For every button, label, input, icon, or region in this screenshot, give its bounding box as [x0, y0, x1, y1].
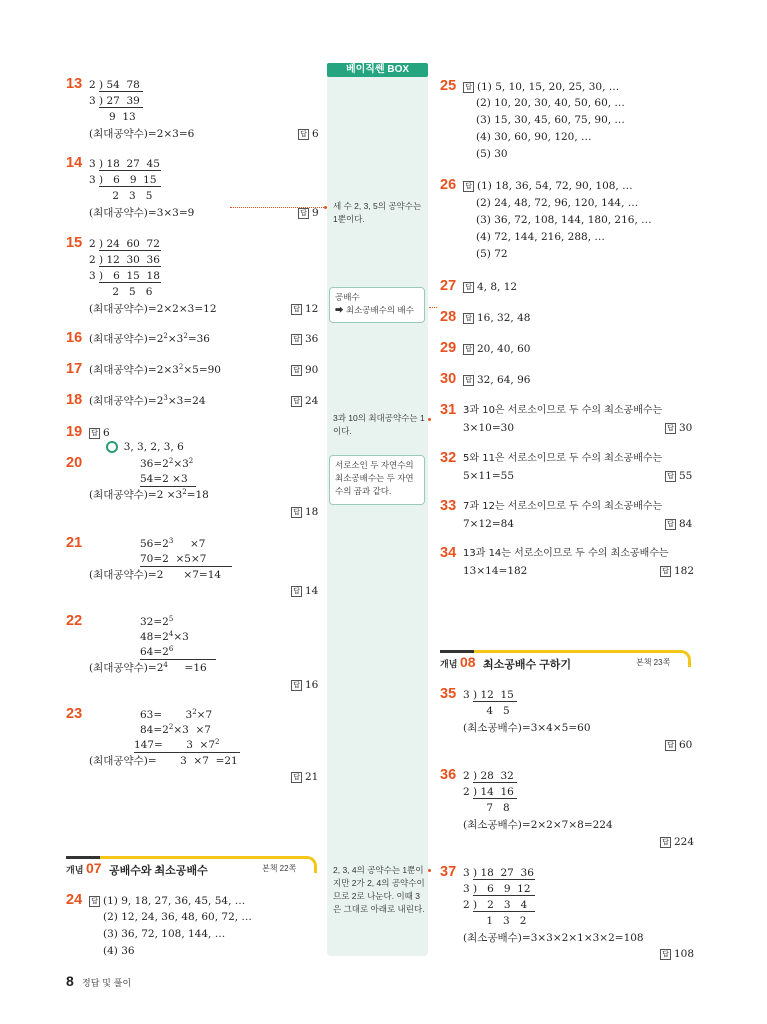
p25-line1: 답 (1) 5, 10, 15, 20, 25, 30, … [463, 80, 619, 94]
p14-result: (최대공약수)=3×3=9 [89, 207, 195, 219]
problem-30-number: 30 [440, 371, 457, 387]
p25-line3: (3) 15, 30, 45, 60, 75, 90, … [476, 114, 625, 126]
p18-result: (최대공약수)$=2^3\times 3=24$ [89, 394, 206, 407]
answer-badge-icon: 답 [665, 471, 676, 482]
problem-16-number: 16 [66, 330, 83, 346]
p15-line3: 3 ) 6 15 18 [89, 270, 160, 282]
p33-text: 7과 12는 서로소이므로 두 수의 최소공배수는 [463, 501, 663, 512]
p15-answer: 답 12 [291, 302, 318, 316]
p24-line3: (3) 36, 72, 108, 144, … [103, 928, 226, 940]
p22-line3: $64=2^6$ [140, 645, 216, 660]
p26-line3: (3) 36, 72, 108, 144, 180, 216, … [476, 214, 652, 226]
p23-line3: 147= $3 \times 7^2$ [134, 738, 240, 753]
p27-answer: 답 4, 8, 12 [463, 280, 517, 294]
problem-21-number: 21 [66, 535, 83, 551]
problem-13-number: 13 [66, 76, 83, 92]
section-07-ref: 본책 22쪽 [262, 864, 297, 873]
p37-answer: 답 108 [660, 947, 694, 961]
p33-calc: 7×12=84 [463, 518, 514, 530]
p37-rule3 [473, 911, 535, 912]
note-1: 세 수 2, 3, 5의 공약수는 1뿐이다. [333, 201, 422, 224]
p20-answer: 답 18 [291, 505, 318, 519]
p22-line2: $48=2^4\times 3$ [140, 630, 189, 643]
p18-answer: 답 24 [291, 394, 318, 408]
section-07-title: 공배수와 최소공배수 [109, 865, 208, 877]
answer-badge-icon: 답 [291, 507, 302, 518]
p23-line2: $84=2^2\times 3 \times 7$ [140, 723, 211, 736]
p35-line2: 4 5 [463, 705, 510, 717]
p37-line4: 1 3 2 [463, 915, 527, 927]
p34-calc: 13×14=182 [463, 565, 528, 577]
p15-line1: 2 ) 24 60 72 [89, 238, 160, 250]
p14-rule1 [99, 170, 161, 171]
section-08-bar [440, 650, 474, 653]
p37-line2: 3 ) 6 9 12 [463, 883, 531, 895]
answer-badge-icon: 답 [298, 129, 309, 140]
section-08-ybar [474, 650, 679, 653]
answer-badge-icon: 답 [660, 837, 671, 848]
p28-answer: 답 16, 32, 48 [463, 311, 530, 325]
p35-rule1 [473, 701, 517, 702]
p34-text: 13과 14는 서로소이므로 두 수의 최소공배수는 [463, 548, 669, 559]
p36-result: (최소공배수)=2×2×7×8=224 [463, 819, 613, 831]
section-08-header [440, 650, 693, 672]
p15-line4: 2 5 6 [89, 286, 153, 298]
magnifier-icon [106, 441, 118, 453]
answer-badge-icon: 답 [89, 896, 100, 907]
page-number: 8 [66, 973, 74, 989]
p15-result: (최대공약수)=2×2×3=12 [89, 303, 217, 315]
p36-line3: 7 8 [463, 802, 510, 814]
p31-text: 3과 10은 서로소이므로 두 수의 최소공배수는 [463, 405, 663, 416]
problem-23-number: 23 [66, 706, 83, 722]
p22-result: (최대공약수)$=2^4$ =16 [89, 661, 207, 674]
problem-29-number: 29 [440, 340, 457, 356]
p24-line4: (4) 36 [103, 945, 135, 957]
section-07-bar [66, 856, 100, 859]
problem-19-number: 19 [66, 424, 83, 440]
note-2-body: ➡ 최소공배수의 배수 [335, 305, 414, 315]
p36-rule2 [473, 798, 517, 799]
p37-line1: 3 ) 18 27 36 [463, 867, 534, 879]
answer-badge-icon: 답 [298, 208, 309, 219]
problem-24-number: 24 [66, 892, 83, 908]
p26-line4: (4) 72, 144, 216, 288, … [476, 231, 605, 243]
note-5-dot [428, 869, 431, 872]
section-07-header [66, 856, 319, 878]
p37-rule2 [473, 895, 535, 896]
p13-result: (최대공약수)=2×3=6 [89, 128, 195, 140]
p21-answer: 답 14 [291, 584, 318, 598]
answer-badge-icon: 답 [89, 428, 100, 439]
p21-line1: $56=2^3$ ×7 [140, 537, 206, 550]
problem-15-number: 15 [66, 235, 83, 251]
p19-answer: 답 6 3, 3, 2, 3, 6 [89, 426, 184, 454]
p13-line1: 2 ) 54 78 [89, 79, 140, 91]
answer-badge-icon: 답 [463, 313, 474, 324]
p32-text: 5와 11은 서로소이므로 두 수의 최소공배수는 [463, 453, 663, 464]
p26-line2: (2) 24, 48, 72, 96, 120, 144, … [476, 197, 639, 209]
p21-line2: 70=2 ×5×7 [140, 552, 232, 567]
p32-answer: 답 55 [665, 469, 692, 483]
problem-22-number: 22 [66, 613, 83, 629]
note-2-title: 공배수 [335, 292, 360, 302]
p17-answer: 답 90 [291, 363, 318, 377]
answer-badge-icon: 답 [665, 423, 676, 434]
answer-badge-icon: 답 [291, 304, 302, 315]
p37-result: (최소공배수)=3×3×2×1×3×2=108 [463, 932, 644, 944]
section-08-title: 최소공배수 구하기 [483, 659, 572, 671]
p15-rule2 [99, 266, 161, 267]
problem-36-number: 36 [440, 767, 457, 783]
p31-calc: 3×10=30 [463, 422, 514, 434]
p35-result: (최소공배수)=3×4×5=60 [463, 722, 591, 734]
p23-line1: 63= $3^2\times 7$ [140, 708, 213, 721]
p30-answer: 답 32, 64, 96 [463, 373, 530, 387]
p35-line1: 3 ) 12 15 [463, 689, 514, 701]
note-3-dot [428, 418, 431, 421]
problem-33-number: 33 [440, 498, 457, 514]
p37-line3: 2 ) 2 3 4 [463, 899, 528, 911]
p16-result: (최대공약수)$=2^2\times 3^2=36$ [89, 332, 210, 345]
p35-answer: 답 60 [665, 738, 692, 752]
p34-answer: 답 182 [660, 564, 694, 578]
section-08-label: 개념 [440, 659, 458, 669]
p13-rule1 [99, 91, 143, 92]
p14-line1: 3 ) 18 27 45 [89, 158, 160, 170]
p20-line2: 54=2 ×3 [140, 472, 196, 487]
section-07-ybar [100, 856, 305, 859]
answer-badge-icon: 답 [463, 344, 474, 355]
box-title: 베이직쎈 BOX [327, 63, 428, 77]
p14-line2: 3 ) 6 9 15 [89, 174, 157, 186]
answer-badge-icon: 답 [665, 740, 676, 751]
p26-line1: 답 (1) 18, 36, 54, 72, 90, 108, … [463, 179, 633, 193]
p23-result: (최대공약수)= 3 ×7 =21 [89, 755, 238, 767]
p21-result: (최대공약수)=2 ×7=14 [89, 569, 222, 581]
p20-line1: $36=2^2\times 3^2$ [140, 457, 194, 470]
p24-line2: (2) 12, 24, 36, 48, 60, 72, … [103, 911, 252, 923]
note-2-box [329, 287, 425, 323]
section-07-curve [302, 856, 317, 873]
p13-line3: 9 13 [89, 111, 136, 123]
p29-answer: 답 20, 40, 60 [463, 342, 530, 356]
note-4-box: 서로소인 두 자연수의 최소공배수는 두 자연수의 곱과 같다. [329, 455, 425, 505]
p14-rule2 [99, 186, 161, 187]
p31-answer: 답 30 [665, 421, 692, 435]
p14-line3: 2 3 5 [89, 190, 153, 202]
p36-line1: 2 ) 28 32 [463, 770, 514, 782]
note-1-dot [324, 206, 327, 209]
p17-result: (최대공약수)$=2\times 3^2\times 5=90$ [89, 363, 221, 376]
p36-rule1 [473, 782, 517, 783]
p37-rule1 [473, 879, 535, 880]
answer-badge-icon: 답 [463, 82, 474, 93]
p24-line1: 답 (1) 9, 18, 27, 36, 45, 54, … [89, 894, 245, 908]
answer-badge-icon: 답 [291, 586, 302, 597]
note-2-connector [429, 307, 437, 308]
answer-badge-icon: 답 [463, 282, 474, 293]
answer-badge-icon: 답 [291, 334, 302, 345]
p20-result: (최대공약수)$=2 \times 3^2=18$ [89, 488, 209, 501]
answer-badge-icon: 답 [463, 181, 474, 192]
p33-answer: 답 84 [665, 517, 692, 531]
problem-37-number: 37 [440, 864, 457, 880]
p13-line2: 3 ) 27 39 [89, 95, 140, 107]
p22-answer: 답 16 [291, 678, 318, 692]
p14-answer: 답 9 [298, 206, 319, 220]
problem-31-number: 31 [440, 402, 457, 418]
section-07-label: 개념 [66, 865, 84, 875]
problem-17-number: 17 [66, 361, 83, 377]
p36-line2: 2 ) 14 16 [463, 786, 514, 798]
answer-badge-icon: 답 [291, 365, 302, 376]
problem-34-number: 34 [440, 545, 457, 561]
problem-35-number: 35 [440, 686, 457, 702]
p15-line2: 2 ) 12 30 36 [89, 254, 160, 266]
answer-badge-icon: 답 [291, 396, 302, 407]
p15-rule3 [99, 282, 161, 283]
problem-14-number: 14 [66, 155, 83, 171]
p32-calc: 5×11=55 [463, 470, 514, 482]
answer-badge-icon: 답 [660, 949, 671, 960]
problem-28-number: 28 [440, 309, 457, 325]
p23-answer: 답 21 [291, 770, 318, 784]
problem-32-number: 32 [440, 450, 457, 466]
p25-line4: (4) 30, 60, 90, 120, … [476, 131, 592, 143]
p26-line5: (5) 72 [476, 248, 508, 260]
p25-line5: (5) 30 [476, 148, 508, 160]
answer-badge-icon: 답 [291, 680, 302, 691]
section-08-ref: 본책 23쪽 [636, 658, 671, 667]
problem-20-number: 20 [66, 455, 83, 471]
problem-25-number: 25 [440, 78, 457, 94]
p22-line1: $32=2^5$ [140, 615, 174, 628]
p16-answer: 답 36 [291, 332, 318, 346]
p25-line2: (2) 10, 20, 30, 40, 50, 60, … [476, 97, 625, 109]
p15-rule1 [99, 250, 161, 251]
section-08-curve [676, 650, 691, 667]
answer-badge-icon: 답 [463, 375, 474, 386]
note-3: 3과 10의 최대공약수는 1이다. [333, 413, 425, 436]
p36-answer: 답 224 [660, 835, 694, 849]
note-5: 2, 3, 4의 공약수는 1뿐이지만 2가 2, 4의 공약수이므로 2로 나눈다. 이때 3은 그대로 아래로 내린다. [333, 865, 425, 914]
answer-badge-icon: 답 [665, 519, 676, 530]
p13-answer: 답 6 [298, 127, 319, 141]
p13-rule2 [99, 107, 143, 108]
section-08-number: 08 [460, 654, 476, 670]
answer-badge-icon: 답 [660, 566, 671, 577]
section-07-number: 07 [86, 860, 102, 876]
problem-26-number: 26 [440, 177, 457, 193]
problem-18-number: 18 [66, 392, 83, 408]
problem-27-number: 27 [440, 278, 457, 294]
answer-badge-icon: 답 [291, 772, 302, 783]
footer-title: 정답 및 풀이 [82, 979, 132, 989]
